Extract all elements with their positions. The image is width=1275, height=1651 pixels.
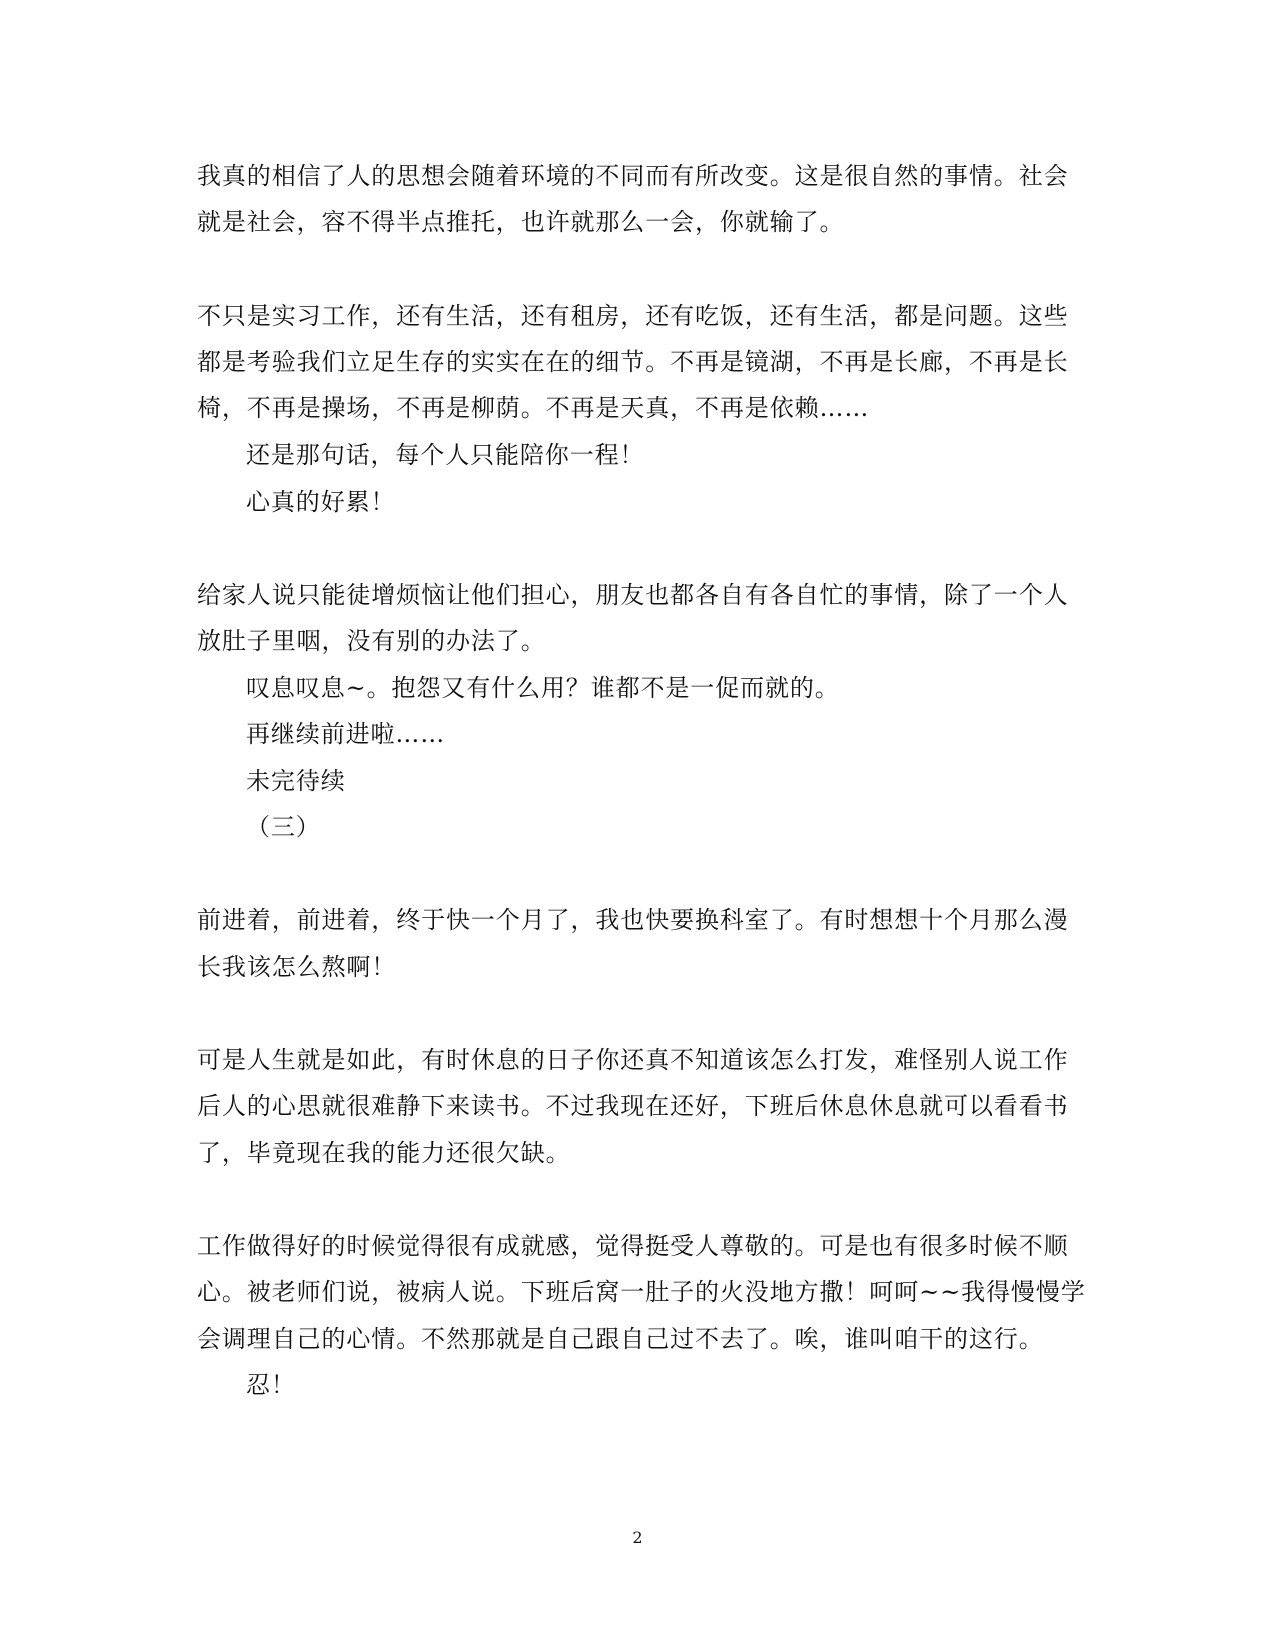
paragraph-line: 后人的心思就很难静下来读书。不过我现在还好，下班后休息休息就可以看看书 <box>197 1092 1069 1120</box>
paragraph-line: 还是那句话，每个人只能陪你一程！ <box>246 441 645 469</box>
paragraph-line: 心真的好累！ <box>246 488 396 516</box>
paragraph-line: 心。被老师们说，被病人说。下班后窝一肚子的火没地方撒！呵呵~~我得慢慢学 <box>197 1278 1086 1306</box>
paragraph-line: 都是考验我们立足生存的实实在在的细节。不再是镜湖，不再是长廊，不再是长 <box>197 348 1069 376</box>
paragraph-line: 了，毕竟现在我的能力还很欠缺。 <box>197 1139 571 1167</box>
paragraph-line: 长我该怎么熬啊！ <box>197 953 397 981</box>
paragraph-line: 工作做得好的时候觉得很有成就感，觉得挺受人尊敬的。可是也有很多时候不顺 <box>197 1232 1069 1260</box>
paragraph-line: 就是社会，容不得半点推托，也许就那么一会，你就输了。 <box>197 208 845 236</box>
paragraph-line: 给家人说只能徒增烦恼让他们担心，朋友也都各自有各自忙的事情，除了一个人 <box>197 581 1069 609</box>
paragraph-line: 会调理自己的心情。不然那就是自己跟自己过不去了。唉，谁叫咱干的这行。 <box>197 1325 1044 1353</box>
paragraph-line: 椅，不再是操场，不再是柳荫。不再是天真，不再是依赖…… <box>197 394 870 422</box>
paragraph-line: 放肚子里咽，没有别的办法了。 <box>197 627 546 655</box>
section-heading: （三） <box>246 813 321 841</box>
page-number: 2 <box>632 1528 643 1547</box>
paragraph-line: 我真的相信了人的思想会随着环境的不同而有所改变。这是很自然的事情。社会 <box>197 162 1069 190</box>
paragraph-line: 叹息叹息~。抱怨又有什么用？谁都不是一促而就的。 <box>246 674 840 702</box>
paragraph-line: 忍！ <box>246 1371 296 1399</box>
paragraph-line: 再继续前进啦…… <box>246 720 446 748</box>
paragraph-line: 未完待续 <box>246 767 346 795</box>
paragraph-line: 不只是实习工作，还有生活，还有租房，还有吃饭，还有生活，都是问题。这些 <box>197 302 1069 330</box>
paragraph-line: 前进着，前进着，终于快一个月了，我也快要换科室了。有时想想十个月那么漫 <box>197 906 1069 934</box>
paragraph-line: 可是人生就是如此，有时休息的日子你还真不知道该怎么打发，难怪别人说工作 <box>197 1046 1069 1074</box>
